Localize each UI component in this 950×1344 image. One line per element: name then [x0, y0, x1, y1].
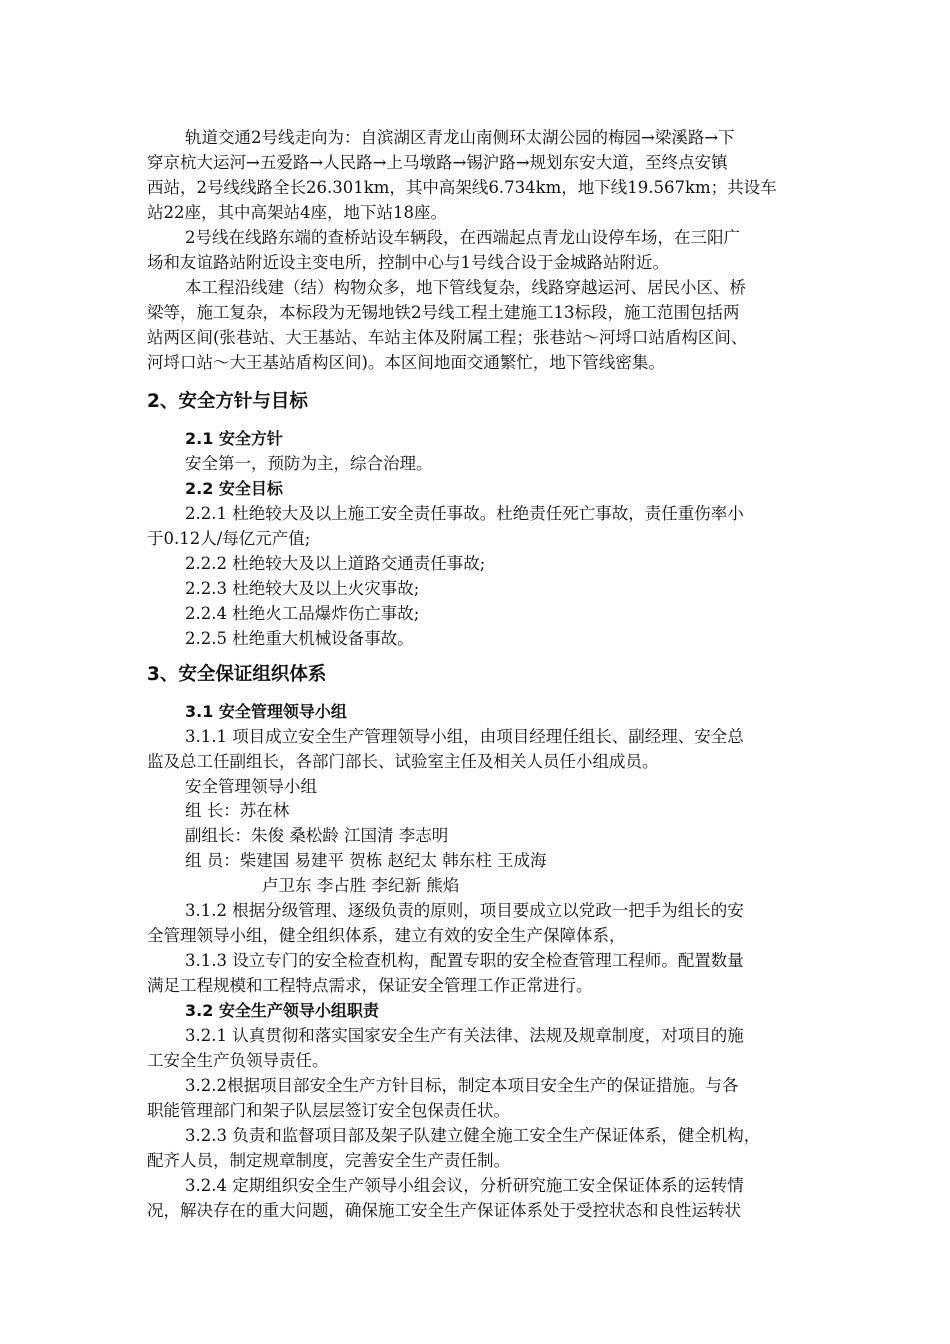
text-line: 于0.12人/每亿元产值; [147, 529, 311, 548]
text-line: 安全第一，预防为主，综合治理。 [185, 454, 433, 473]
text-line: 河埒口站～大王基站盾构区间)。本区间地面交通繁忙，地下管线密集。 [147, 353, 665, 372]
text-line: 满足工程规模和工程特点需求，保证安全管理工作正常进行。 [147, 976, 593, 995]
text-line: 工安全生产负领导责任。 [147, 1051, 329, 1070]
subsection-heading: 2.2 安全目标 [185, 479, 283, 498]
text-line: 本工程沿线建（结）构物众多，地下管线复杂，线路穿越运河、居民小区、桥 [185, 278, 746, 297]
text-line: 况，解决存在的重大问题，确保施工安全生产保证体系处于受控状态和良性运转状 [147, 1201, 741, 1220]
text-line: 组 员：柴建国 易建平 贺栋 赵纪太 韩东柱 王成海 [185, 851, 547, 870]
text-line: 职能管理部门和架子队层层签订安全包保责任状。 [147, 1101, 510, 1120]
text-line: 2.2.5 杜绝重大机械设备事故。 [185, 629, 414, 648]
text-line: 场和友谊路站附近设主变电所，控制中心与1号线合设于金城路站附近。 [147, 253, 669, 272]
text-line: 3.1.2 根据分级管理、逐级负责的原则，项目要成立以党政一把手为组长的安 [185, 901, 744, 920]
section-heading: 2、安全方针与目标 [147, 391, 308, 412]
section-heading: 3、安全保证组织体系 [147, 664, 327, 685]
text-line: 2.2.1 杜绝较大及以上施工安全责任事故。杜绝责任死亡事故，责任重伤率小 [185, 504, 744, 523]
text-line: 站两区间(张巷站、大王基站、车站主体及附属工程；张巷站～河埒口站盾构区间、 [147, 328, 748, 347]
text-line: 西站，2号线线路全长26.301km，其中高架线6.734km，地下线19.567km；共设车 [147, 178, 777, 197]
text-line: 3.2.4 定期组织安全生产领导小组会议，分析研究施工安全保证体系的运转情 [185, 1176, 744, 1195]
text-line: 监及总工任副组长，各部门部长、试验室主任及相关人员任小组成员。 [147, 752, 659, 771]
text-line: 3.2.1 认真贯彻和落实国家安全生产有关法律、法规及规章制度，对项目的施 [185, 1026, 744, 1045]
text-line: 梁等，施工复杂，本标段为无锡地铁2号线工程土建施工13标段，施工范围包括两 [147, 303, 740, 322]
text-line: 轨道交通2号线走向为：自滨湖区青龙山南侧环太湖公园的梅园→梁溪路→下 [185, 128, 735, 147]
text-line: 组 长：苏在林 [185, 801, 290, 820]
subsection-heading: 2.1 安全方针 [185, 429, 283, 448]
text-line: 穿京杭大运河→五爱路→人民路→上马墩路→锡沪路→规划东安大道，至终点安镇 [147, 153, 728, 172]
text-line: 2.2.4 杜绝火工品爆炸伤亡事故; [185, 604, 420, 623]
text-line: 3.2.2根据项目部安全生产方针目标，制定本项目安全生产的保证措施。与各 [185, 1076, 739, 1095]
text-line: 3.1.3 设立专门的安全检查机构，配置专职的安全检查管理工程师。配置数量 [185, 951, 744, 970]
text-line: 2.2.2 杜绝较大及以上道路交通责任事故; [185, 554, 486, 573]
text-line: 副组长：朱俊 桑松龄 江国清 李志明 [185, 826, 449, 845]
text-line: 配齐人员，制定规章制度，完善安全生产责任制。 [147, 1151, 510, 1170]
text-line: 2.2.3 杜绝较大及以上火灾事故; [185, 579, 420, 598]
text-line: 安全管理领导小组 [185, 777, 317, 796]
text-line: 3.2.3 负责和监督项目部及架子队建立健全施工安全生产保证体系，健全机构， [185, 1126, 761, 1145]
text-line: 站22座，其中高架站4座，地下站18座。 [147, 203, 447, 222]
subsection-heading: 3.1 安全管理领导小组 [185, 702, 347, 721]
subsection-heading: 3.2 安全生产领导小组职责 [185, 1001, 379, 1020]
text-line: 3.1.1 项目成立安全生产管理领导小组，由项目经理任组长、副经理、安全总 [185, 727, 744, 746]
text-line: 2号线在线路东端的查桥站设车辆段，在西端起点青龙山设停车场，在三阳广 [185, 228, 740, 247]
text-line: 卢卫东 李占胜 李纪新 熊焰 [262, 876, 460, 895]
text-line: 全管理领导小组，健全组织体系，建立有效的安全生产保障体系， [147, 926, 626, 945]
